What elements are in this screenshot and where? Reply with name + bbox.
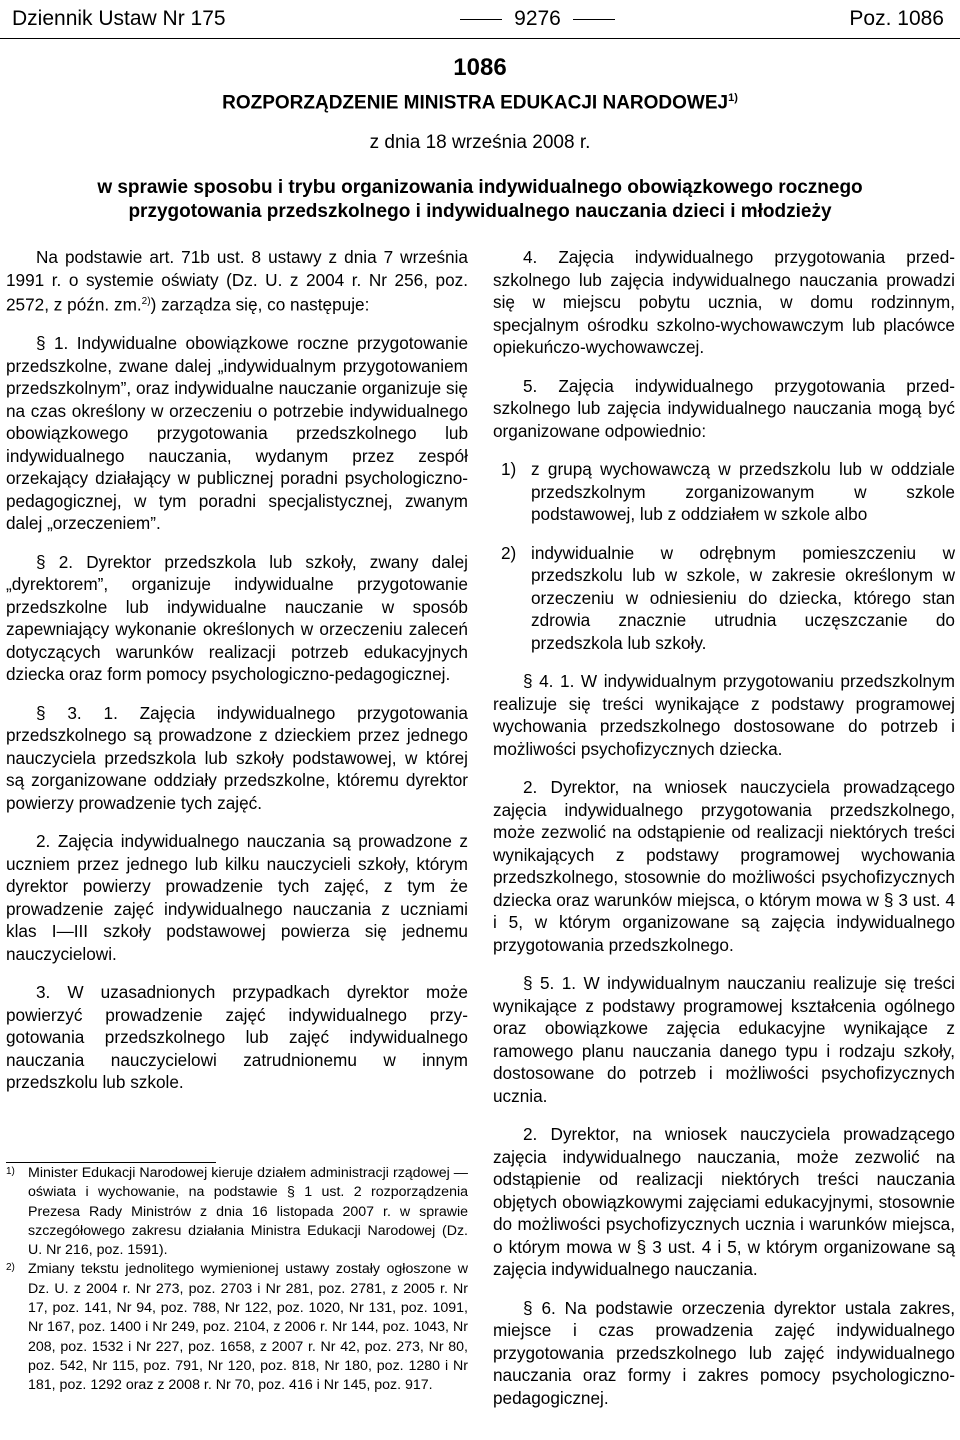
header-rule: [0, 38, 960, 39]
act-title-footnote-ref: 1): [728, 92, 738, 104]
section-5-2: 2. Dyrektor, na wniosek nauczyciela prowadzącego zajęcia indywidualnego nauczania, może zezwolić na odstąpienie od realizacji niektórych treści nauczania objętych obowiązkowymi zajęciami edukacyjnymi, stosownie do możliwości psychofizycznych ucznia i warunków miejsca, o którym mowa w § 3 ust. 4 i 5, w którym organizowane są zajęcia indywidualnego nauczania.: [493, 1124, 955, 1279]
section-3-2: 2. Zajęcia indywidualnego nauczania są prowadzone z uczniem przez jednego lub kilku nauczycieli szkoły, którym dyrektor powierzy prowadzenie tych zajęć, z tym że prowadzenie zajęć indywidualnego nauczania z uczniami klas I—III szkoły podstawowej powierza się jednemu nauczycielowi.: [6, 831, 468, 964]
list-item-text: indywidualnie w odrębnym pomieszczeniu w przedszkolu lub w szkole, w zakresie określonym w orzeczeniu w odniesieniu do dziecka, którego stan zdrowia znacznie utrudnia uczęszczanie do przedszkola lub szkoły.: [531, 542, 955, 653]
journal-name: Dziennik Ustaw Nr 175: [12, 7, 226, 30]
preamble-end: ) zarządza się, co następuje:: [150, 294, 370, 315]
section-4-2: 2. Dyrektor, na wniosek nauczyciela prowadzącego zajęcia indywidualnego przygotowania przedszkolnego, może zezwolić na odstąpienie od realizacji niektórych treści wynikających z podstawy programowej wychowania przedszkolnego, stosownie do możliwości psychofizycznych dziecka oraz warunków miejsca, o którym mowa w § 3 ust. 4 i 5, w którym organizowane są zajęcia indywidualnego przygotowania przedszkolnego.: [493, 777, 955, 955]
list-item-label: 2): [501, 542, 517, 563]
section-3-3: 3. W uzasadnionych przypadkach dyrektor może powierzyć prowadzenie zajęć indywidualnego przygotowania przedszkolnego lub zajęć indywidualnego nauczania nauczycielowi zatrudnionemu w innym przedszkolu lub szkole.: [6, 982, 468, 1093]
preamble-footnote-ref: 2): [141, 296, 151, 307]
list-item: [493, 542, 955, 655]
running-header: [12, 2, 944, 36]
list-item-label: 1): [501, 459, 517, 479]
section-3-5: 5. Zajęcia indywidualnego przygotowania przedszkolnego lub zajęcia indywidualnego nauczania mogą być organizowane odpowiednio:: [493, 375, 955, 441]
section-3-4: 4. Zajęcia indywidualnego przygotowania przedszkolnego lub zajęcia indywidualnego nauczania prowadzi się w miejscu pobytu ucznia, w domu rodzinnym, specjalnym ośrodku szkolno-wychowawczym lub placówce opiekuńczo-wychowawczej.: [493, 247, 955, 357]
section-3-1: § 3. 1. Zajęcia indywidualnego przygotowania przedszkolnego są prowadzone z dzieckiem przez jednego nauczyciela przedszkola lub szkoły podstawowej, w której są zorganizowane oddziały przedszkolne, któremu dyrektor powierzy prowadzenie tych zajęć.: [6, 702, 468, 813]
section-6: § 6. Na podstawie orzeczenia dyrektor ustala zakres, miejsce i czas prowadzenia zajęć indywidualnego przygotowania przedszkolnego lub zajęć indywidualnego nauczania oraz formy i zakres pomocy psychologiczno-pedagogicznej.: [493, 1297, 955, 1408]
preamble-text: Na podstawie art. 71b ust. 8 ustawy z dnia 7 września 1991 r. o systemie oświaty (Dz. U. z 2004 r. Nr 256, poz. 2572, z późn. zm.: [6, 247, 468, 315]
preamble: [6, 246, 468, 316]
header-dash-right: [573, 19, 615, 20]
act-title: [0, 92, 960, 114]
footnote-1: [6, 1164, 468, 1260]
list-item-text: z grupą wychowawczą w przedszkolu lub w oddziale przedszkolnym zorganizowanym w szkole podstawowej, lub z oddziałem w szkole albo: [531, 459, 955, 524]
section-5-1: § 5. 1. W indywidualnym nauczaniu realizuje się treści wynikające z podstawy programowej kształcenia ogólnego oraz obowiązkowe zajęcia edukacyjne wynikające z ramowego planu nauczania danego typu i rodzaju szkoły, dostosowane do potrzeb i możliwości psychofizycznych ucznia.: [493, 973, 955, 1106]
position-number: Poz. 1086: [849, 7, 944, 30]
footnote-rule: [6, 1162, 216, 1163]
right-column: [493, 246, 955, 1425]
act-subject: w sprawie sposobu i trybu organizowania indywidualnego obowiązkowego rocznego przygotowania przedszkolnego i indywidualnego nauczania dzieci i młodzieży: [97, 177, 863, 222]
section-4-1: § 4. 1. W indywidualnym przygotowaniu przedszkolnym realizuje się treści wynikające z podstawy programowej wychowania przedszkolnego dostosowane do potrzeb i możliwości psychofizycznych dziecka.: [493, 671, 955, 759]
section-1: § 1. Indywidualne obowiązkowe roczne przygotowanie przedszkolne, zwane dalej „indywidualnym przygotowaniem przedszkolnym”, oraz indywidualne nauczanie organizuje się na czas określony w orzeczeniu o potrzebie indywidualnego obowiązkowego przygotowania przedszkolnego lub indywidualnego nauczania, wydanym przez zespół orzekający działający w publicznej poradni psychologiczno-pedagogicznej, w tym poradni specjalistycznej, zwanym dalej „orzeczeniem”.: [6, 333, 468, 534]
section-2: § 2. Dyrektor przedszkola lub szkoły, zwany dalej „dyrektorem”, organizuje indywidualne przygotowanie przedszkolne lub indywidualne nauczanie w sposób zapewniający wykonanie określonych w orzeczeniu zaleceń dotyczących warunków realizacji potrzeb edukacyjnych dziecka oraz form pomocy psychologiczno-pedagogicznej.: [6, 551, 468, 685]
footnote-mark: 1): [6, 1166, 15, 1177]
act-title-text: ROZPORZĄDZENIE MINISTRA EDUKACJI NARODOWEJ: [222, 92, 729, 114]
footnote-text: Minister Edukacji Narodowej kieruje działem administracji rządowej — oświata i wychowanie, na podstawie § 1 ust. 2 rozporządzenia Prezesa Rady Ministrów z dnia 16 listopada 2007 r. w sprawie szczegółowego zakresu działania Ministra Edukacji Narodowej (Dz. U. Nr 216, poz. 1591).: [28, 1165, 468, 1259]
left-column: [6, 246, 468, 1110]
act-date: z dnia 18 września 2008 r.: [369, 132, 591, 153]
act-number: 1086: [453, 54, 507, 81]
footnote-mark: 2): [6, 1262, 15, 1274]
footnote-2: [6, 1260, 468, 1395]
page-number: 9276: [514, 7, 561, 30]
footnotes: [6, 1164, 468, 1396]
list-item: [493, 458, 955, 526]
page-number-group: [460, 7, 615, 31]
footnote-text: Zmiany tekstu jednolitego wymienionej ustawy zostały ogłoszone w Dz. U. z 2004 r. Nr 273, poz. 2703 i Nr 281, poz. 2781, z 2005 r. Nr 17, poz. 141, Nr 94, poz. 788, Nr 122, poz. 1020, Nr 131, poz. 1091, Nr 167, poz. 1400 i Nr 249, poz. 2104, z 2006 r. Nr 144, poz. 1043, Nr 208, poz. 1532 i Nr 227, poz. 1658, z 2007 r. Nr 42, poz. 273, Nr 80, poz. 542, Nr 115, poz. 791, Nr 120, poz. 818, Nr 180, poz. 1280 i Nr 181, poz. 1292 oraz z 2008 r. Nr 70, poz. 416 i Nr 145, poz. 917.: [28, 1261, 468, 1394]
header-dash-left: [460, 19, 502, 20]
